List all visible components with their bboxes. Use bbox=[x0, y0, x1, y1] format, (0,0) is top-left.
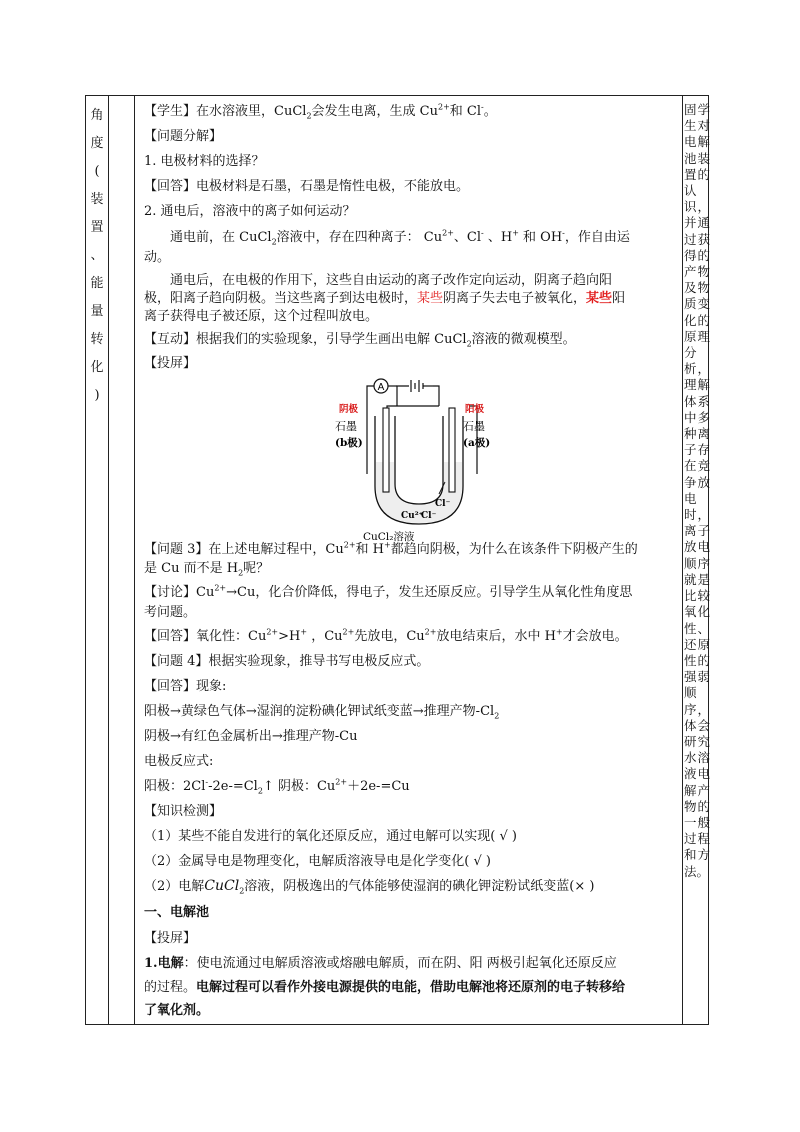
column-divider bbox=[682, 96, 683, 1024]
cathode-graphite bbox=[383, 408, 389, 492]
right-pole-label: (a极) bbox=[463, 437, 491, 449]
section-label-char: 能 bbox=[90, 276, 104, 291]
section-label-char: 量 bbox=[90, 304, 104, 319]
check-item-3: （2）电解CuCl$_2$溶液，阴极逸出的气体能够使湿润的碘化钾淀粉试纸变蓝(× ) bbox=[144, 878, 595, 896]
cathode-tag: 阴极 bbox=[339, 404, 359, 415]
column-divider bbox=[134, 96, 135, 1024]
ion-chloride-2: Cl⁻ bbox=[435, 499, 451, 509]
question-breakdown-heading: 【问题分解】 bbox=[144, 129, 223, 144]
question-3: 【问题 3】在上述电解过程中，$Cu^{2+}$和 H+都趋向阴极，为什么在该条件下阴极产生的 bbox=[144, 540, 638, 557]
definition-line-end: 了氧化剂。 bbox=[144, 1003, 210, 1018]
question-4: 【问题 4】根据实验现象，推导书写电极反应式。 bbox=[144, 654, 430, 669]
section-label-char: ( bbox=[94, 164, 100, 179]
paragraph-after-power: 通电后，在电极的作用下，这些自由运动的离子改作定向运动，阴离子趋向阳 bbox=[170, 273, 613, 288]
ion-chloride: Cl⁻ bbox=[421, 511, 437, 521]
definition-line: 1.电解：使电流通过电解质溶液或熔融电解质，而在阴、阳 两极引起氧化还原反应 bbox=[144, 956, 617, 971]
ammeter-label: A bbox=[377, 382, 385, 393]
answer-1: 【回答】电极材料是石墨，石墨是惰性电极，不能放电。 bbox=[144, 179, 470, 194]
section-heading-electrolytic-cell: 一、电解池 bbox=[144, 905, 210, 920]
ion-copper: Cu²⁺ bbox=[401, 511, 424, 521]
section-label-char: 转 bbox=[90, 332, 104, 347]
electrolysis-diagram bbox=[335, 366, 499, 543]
section-label-char: 装 bbox=[90, 192, 104, 207]
section-label-char: ) bbox=[94, 388, 100, 403]
paragraph-after-power-cont: 极，阳离子趋向阴极。当这些离子到达电极时，某些阴离子失去电子被氧化，某些阳 bbox=[144, 291, 626, 306]
question-3-cont: 是 Cu 而不是 $H_2$呢？ bbox=[144, 561, 270, 578]
student-line: 【学生】在水溶液里，CuCl$_2$会发生电离，生成 $Cu^{2+}$和 Cl-。 bbox=[144, 102, 497, 121]
column-divider bbox=[108, 96, 109, 1024]
circuit-wire-top bbox=[397, 386, 439, 406]
check-item-2: （2）金属导电是物理变化，电解质溶液导电是化学变化( √ ) bbox=[144, 854, 491, 869]
section-label-column bbox=[86, 102, 108, 410]
left-electrode-label: 石墨 bbox=[335, 420, 357, 433]
screen-cast-heading: 【投屏】 bbox=[144, 356, 197, 371]
cathode-phenomenon: 阴极→有红色金属析出→推理产物-Cu bbox=[144, 729, 358, 744]
anode-phenomenon: 阳极→黄绿色气体→湿润的淀粉碘化钾试纸变蓝→推理产物$-Cl_2$ bbox=[144, 704, 500, 721]
solution-label: CuCl₂溶液 bbox=[363, 531, 415, 543]
left-pole-label: (b极) bbox=[335, 437, 363, 449]
paragraph-before-power-cont: 动。 bbox=[144, 250, 171, 265]
section-label-char: 置 bbox=[90, 220, 104, 235]
check-item-1: （1）某些不能自发进行的氧化还原反应，通过电解可以实现( √ ) bbox=[144, 829, 517, 844]
u-tube-inner bbox=[395, 416, 443, 504]
discussion-line: 【讨论】$Cu^{2+}\to Cu$，化合价降低，得电子，发生还原反应。引导学生从氧化性角度思 bbox=[144, 583, 633, 600]
section-label-char: 、 bbox=[90, 248, 104, 263]
definition-line-cont: 的过程。电解过程可以看作外接电源提供的电能，借助电解池将还原剂的电子转移给 bbox=[144, 980, 626, 995]
screen-cast-heading-2: 【投屏】 bbox=[144, 931, 197, 946]
interaction-line: 【互动】根据我们的实验现象，引导学生画出电解 CuCl$_2$溶液的微观模型。 bbox=[144, 332, 576, 349]
design-intent-text: 固学生对电解池装置的认识，并通过获得的产物及物质变化的原理分析，理解体系中多种离子存在竞争放电时，离子放电顺序就是比较氧化性、还原性的强弱顺序，体会研究水溶液电解产物的一般过程和方法。 bbox=[684, 102, 710, 879]
answer-4-heading: 【回答】现象: bbox=[144, 679, 227, 694]
section-label-char: 度 bbox=[90, 136, 104, 151]
anode-graphite bbox=[449, 408, 455, 492]
battery-icon bbox=[411, 380, 423, 392]
question-1: 1. 电极材料的选择？ bbox=[144, 154, 265, 169]
electrolysis-diagram-svg bbox=[335, 366, 499, 543]
paragraph-before-power: 通电前，在 CuCl$_2$溶液中，存在四种离子： $Cu^{2+}$、Cl- 、H+ 和 OH-，作自由运 bbox=[170, 228, 630, 247]
section-label-char: 化 bbox=[90, 360, 104, 375]
discussion-line-cont: 考问题。 bbox=[144, 605, 197, 620]
anode-tag: 阳极 bbox=[465, 404, 485, 415]
electrode-reactions-heading: 电极反应式: bbox=[144, 754, 214, 769]
knowledge-check-heading: 【知识检测】 bbox=[144, 804, 223, 819]
question-2: 2. 通电后，溶液中的离子如何运动？ bbox=[144, 204, 356, 219]
lesson-table bbox=[85, 95, 709, 1025]
electrode-reactions: 阳极：$2Cl^--2e-=Cl_2↑$ 阴极：$Cu^{2+}+2e-=Cu$ bbox=[144, 777, 410, 796]
right-electrode-label: 石墨 bbox=[463, 420, 485, 433]
paragraph-after-power-end: 离子获得电子被还原，这个过程叫放电。 bbox=[144, 309, 379, 324]
section-label-char: 角 bbox=[90, 108, 104, 123]
answer-3: 【回答】氧化性：$Cu^{2+}>H^+$ ，$Cu^{2+}$先放电，$Cu^{2+}$放电结束后，水中 H+才会放电。 bbox=[144, 627, 628, 644]
